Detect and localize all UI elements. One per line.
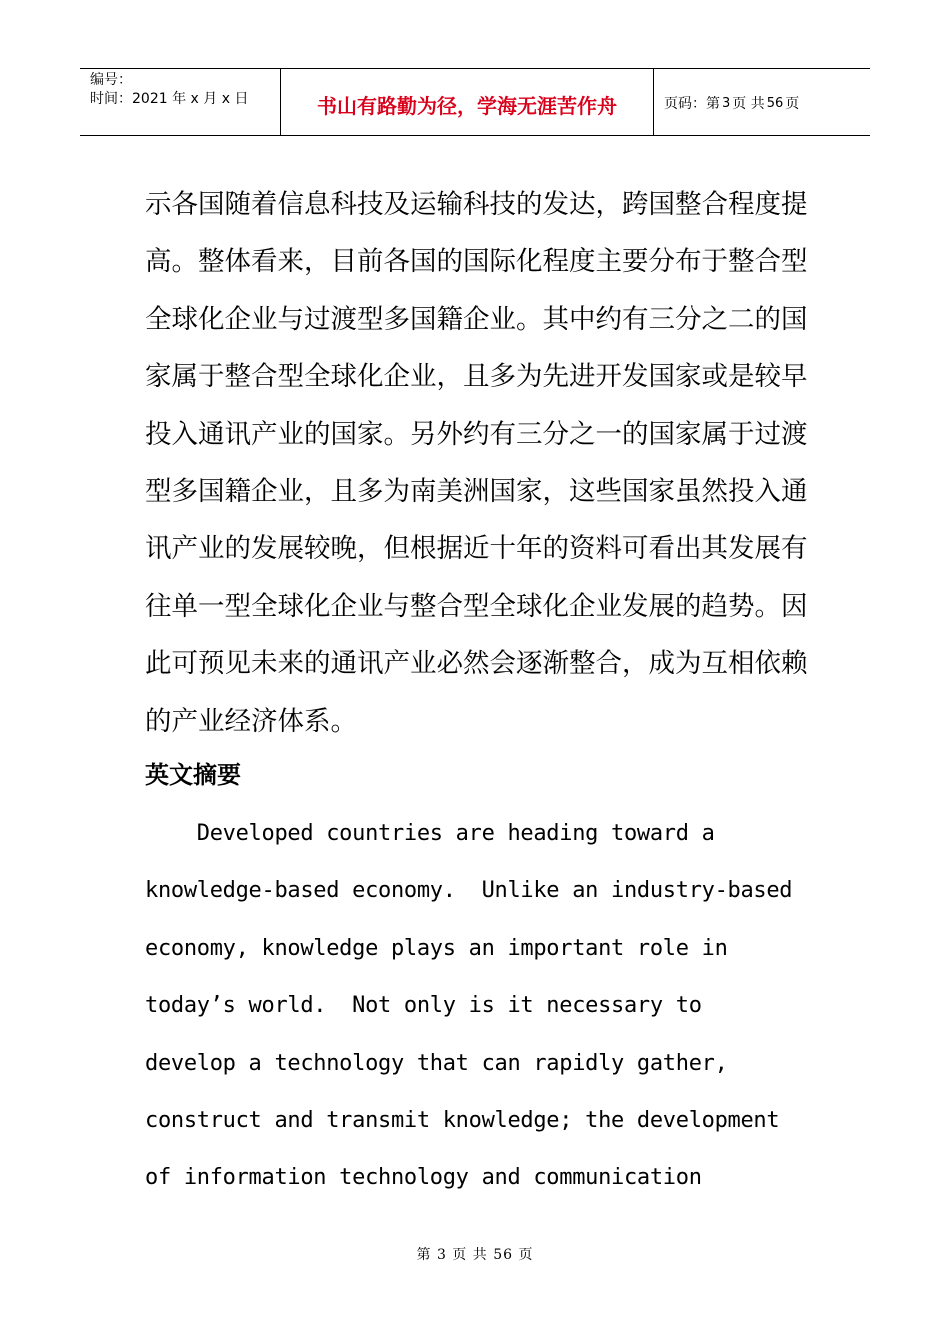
paragraph-line: 往单一型全球化企业与整合型全球化企业发展的趋势。因 [145, 590, 808, 622]
page-header [80, 68, 870, 136]
chinese-paragraph [145, 176, 808, 750]
section-title-english-abstract: 英文摘要 [145, 761, 241, 789]
paragraph-line: 讯产业的发展较晚，但根据近十年的资料可看出其发展有 [145, 533, 808, 565]
page-current: 3 [722, 95, 731, 111]
paragraph-line: of information technology and communication [145, 1165, 702, 1191]
page-prefix: 页码：第 [664, 96, 720, 112]
paragraph-line: 型多国籍企业，且多为南美洲国家，这些国家虽然投入通 [145, 476, 808, 508]
paragraph-line: today’s world. Not only is it necessary to [145, 993, 702, 1019]
header-motto: 书山有路勤为径，学海无涯苦作舟 [281, 69, 654, 135]
page-total: 56 [766, 95, 784, 111]
paragraph-line: 投入通讯产业的国家。另外约有三分之一的国家属于过渡 [145, 418, 808, 450]
paragraph-line: 的产业经济体系。 [145, 705, 357, 737]
english-paragraph [145, 805, 845, 1207]
paragraph-line: economy, knowledge plays an important role in [145, 935, 728, 961]
paragraph-line: develop a technology that can rapidly gather, [145, 1050, 728, 1076]
paragraph-line: 家属于整合型全球化企业，且多为先进开发国家或是较早 [145, 361, 808, 393]
page-suffix: 页 [785, 96, 800, 112]
page-footer: 第 3 页 共 56 页 [416, 1247, 534, 1263]
document-number-label: 编号： [90, 72, 132, 88]
page-mid: 页 共 [732, 96, 765, 112]
paragraph-line: construct and transmit knowledge; the development [145, 1108, 780, 1134]
document-date: 时间：2021 年 x 月 x 日 [90, 91, 249, 107]
paragraph-line: 全球化企业与过渡型多国籍企业。其中约有三分之二的国 [145, 303, 808, 335]
paragraph-line: 示各国随着信息科技及运输科技的发达，跨国整合程度提 [145, 189, 808, 220]
paragraph-line: knowledge-based economy. Unlike an industry-based [145, 878, 793, 904]
paragraph-line: Developed countries are heading toward a [145, 821, 715, 846]
header-page-number [654, 69, 870, 135]
paragraph-line: 高。整体看来，目前各国的国际化程度主要分布于整合型 [145, 246, 808, 278]
paragraph-line: 此可预见未来的通讯产业必然会逐渐整合，成为互相依赖 [145, 648, 808, 680]
header-meta [80, 69, 281, 135]
